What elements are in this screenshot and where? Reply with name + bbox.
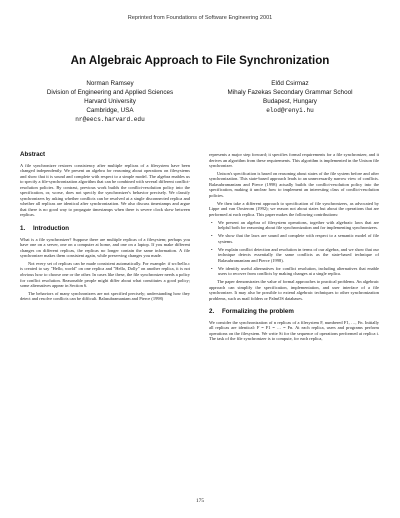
section-number: 2. <box>209 308 215 316</box>
body-paragraph: Unison's specification is based on reasoning about states of the file system before and after synchronization. This state-based approach leads to an unnecessarily narrow view of conflicts. Balasubramaniam and Pierce (1998) actually builds the conflict-resolution policy into the specification, making it unclear how to implement an interesting class of conflict-resolution policies. <box>209 170 379 199</box>
bullet-icon: • <box>211 219 213 225</box>
paper-title: An Algebraic Approach to File Synchronization <box>70 54 330 67</box>
author-email[interactable]: nr@eecs.harvard.edu <box>75 116 145 124</box>
author-name: Norman Ramsey <box>86 80 134 87</box>
list-item-text: We show that the laws are sound and complete with respect to a semantic model of file systems. <box>218 233 379 244</box>
bullet-icon: • <box>211 246 213 252</box>
list-item <box>209 266 379 277</box>
list-item-text: We explain conflict detection and resolution in terms of our algebra, and we show that our technique detects essentially the same conflicts as the state-based technique of Balasubramaniam and Pierce (1998). <box>218 246 379 263</box>
author-csirmaz <box>200 79 380 115</box>
list-item-text: We identify useful alternatives for conflict resolution, including alternatives that enable users to recover from conflicts by making changes at a single replica. <box>218 265 379 277</box>
section-heading-introduction <box>20 226 190 232</box>
body-paragraph: The paper demonstrates the value of formal approaches to practical problems. An algebraic approach can simplify the specification, implementation, and user interface of a file synchronizer. It may also be possible to extend algebraic techniques to other synchronization problems, such as mail folders or PalmOS databases. <box>209 279 379 301</box>
author-block <box>20 79 380 139</box>
list-item-text: We present an algebra of filesystem operations, together with algebraic laws that are helpful both for reasoning about file synchronization and for implementing synchronizers. <box>218 219 379 231</box>
author-institution: Budapest, Hungary <box>263 98 317 106</box>
bullet-icon: • <box>211 265 213 271</box>
section-title: Formalizing the problem <box>222 308 294 316</box>
contributions-list <box>209 220 379 277</box>
body-paragraph: The behaviors of many synchronizers are not specified precisely; understanding how they detect and resolve conflicts can be difficult. Balasubramaniam and Pierce (1998) <box>20 290 190 302</box>
author-affiliation: Division of Engineering and Applied Sciences <box>46 89 174 97</box>
section-number: 1. <box>20 225 26 233</box>
left-column <box>20 152 190 304</box>
author-institution: Harvard University <box>84 98 136 106</box>
body-paragraph: What is a file synchronizer? Suppose there are multiple replicas of a filesystem; perhaps you have one on a server, one on a computer at home, and one on a laptop. If you make different changes on different replicas, the replicas no longer contain the same information. A file synchronizer makes them consistent again, while preserving changes you made. <box>20 236 190 259</box>
reprint-note: Reprinted from Foundations of Software Engineering 2001 <box>127 15 273 21</box>
right-column <box>209 152 379 344</box>
author-affiliation: Mihaly Fazekas Secondary Grammar School <box>227 89 353 97</box>
body-paragraph: Not every set of replicas can be made consistent automatically. For example: if src/hello.c is created to say "Hello, world" on one replica and "Hello, Dolly" on another replica, it is not obvious how to choose one or the other. In cases like these, the file synchronizer needs a policy for conflict resolution. Reasonable people might differ about what constitutes a good policy; some alternatives appear in Section 6. <box>20 260 190 289</box>
list-item <box>209 247 379 264</box>
section-heading-formalizing <box>209 309 379 315</box>
author-location: Cambridge, USA <box>86 107 134 115</box>
list-item <box>209 220 379 231</box>
abstract-paragraph: A file synchronizer restores consistency after multiple replicas of a filesystem have been changed independently. We present an algebra for reasoning about operations on filesystems and show that it is sound and complete with respect to a simple model. The algebra enables us to specify a file-synchronization algorithm that can be combined with several different conflict-resolution policies. By contrast, previous work builds the conflict-resolution policy into the specification, or, worse, does not specify the synchronizer's behavior precisely. We classify synchronizers by asking whether conflicts can be resolved at a single disconnected replica and whether all replicas are identical after synchronization. We also discuss timestamps and argue that there is no good way to propagate timestamps when there is severe clock skew between replicas. <box>20 162 190 218</box>
bullet-icon: • <box>211 233 213 239</box>
body-paragraph: represents a major step forward; it specifies formal requirements for a file synchronizer, and it derives an algorithm from these requirements. This algorithm is implemented in the Unison file synchronizer. <box>209 152 379 169</box>
section-title: Introduction <box>33 225 70 233</box>
author-email[interactable]: elod@renyi.hu <box>266 107 314 115</box>
author-ramsey <box>20 79 200 124</box>
abstract-heading: Abstract <box>20 151 46 158</box>
body-paragraph: We then take a different approach to specification of file synchronizers, as advocated by Lippe and van Oosterom (1992); we reason not about states but about the operations that are performed at each replica. This paper makes the following contributions: <box>209 200 379 217</box>
list-item <box>209 233 379 244</box>
author-name: Előd Csirmaz <box>271 80 309 87</box>
body-paragraph: We consider the synchronization of n replicas of a filesystem F, numbered F1, …, Fn. Initially all replicas are identical: F = F1 = … = Fn. At each replica, users and programs perform operations on the filesystem. We write Si for the sequence of operations performed at replica i. The task of the file synchronizer is to compute, for each replica, <box>209 319 379 342</box>
page-number: 175 <box>195 498 205 504</box>
